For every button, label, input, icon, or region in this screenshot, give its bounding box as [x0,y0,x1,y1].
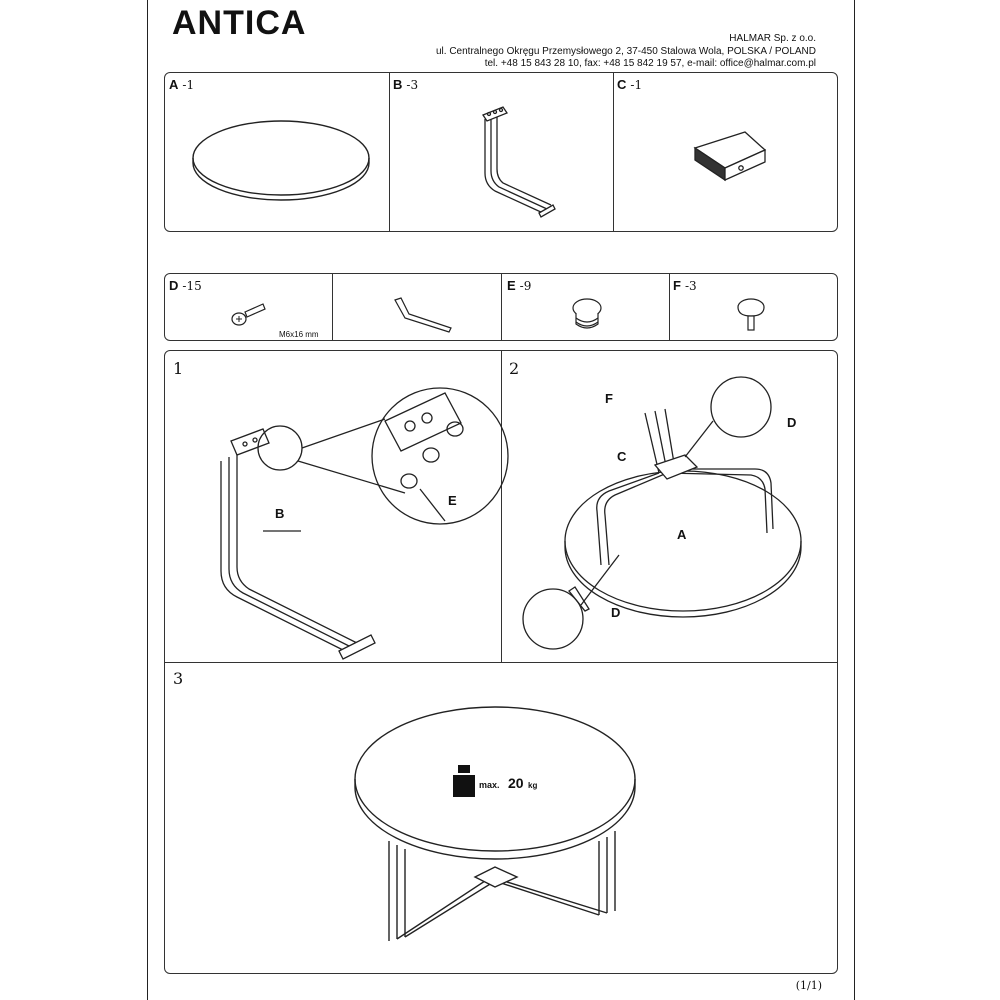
callout-d-top: D [787,415,797,430]
part-a-label: A -1 [169,77,195,92]
divider [501,274,502,340]
divider [669,274,670,340]
divider [501,351,502,662]
product-title: ANTICA [172,4,307,42]
max-load [479,775,537,793]
callout-e: E [448,493,457,508]
company-info [436,33,816,71]
callout-d-bottom: D [611,605,621,620]
cap-plug-illustration [567,296,607,336]
part-e-label: E -9 [507,278,532,293]
divider [389,73,390,231]
callout-b: B [275,506,285,521]
connector-illustration [685,128,775,198]
part-b-label: B -3 [393,77,419,92]
callout-f: F [605,391,613,406]
callout-a: A [677,527,687,542]
table-top-illustration [187,111,377,206]
bolt-size: M6x16 mm [279,330,319,339]
step-1-number: 1 [173,359,184,378]
parts-row-1 [164,72,838,232]
step-1-illustration [205,371,495,651]
step-2-number: 2 [509,359,520,378]
max-label: max. [479,780,500,790]
leg-frame-illustration [465,101,565,221]
company-address: ul. Centralnego Okręgu Przemysłowego 2, 37-450 Stalowa Wola, POLSKA / POLAND [435,45,816,57]
step-3-illustration [345,701,665,961]
max-unit: kg [528,781,538,790]
weight-icon [453,765,475,797]
part-f-label: F -3 [673,278,697,293]
part-d-label: D -15 [169,278,202,293]
company-contact: tel. +48 15 843 28 10, fax: +48 15 842 19 57, e-mail: office@halmar.com.pl [484,58,816,69]
step-2-illustration [515,369,835,659]
parts-row-2 [164,273,838,341]
step-3-number: 3 [173,669,184,688]
allen-key-icon [389,294,459,334]
company-name: HALMAR Sp. z o.o. [729,33,816,44]
divider [613,73,614,231]
page-number: (1/1) [795,979,822,992]
max-value: 20 [507,775,524,791]
callout-c: C [617,449,627,464]
glider-illustration [733,296,769,336]
bolt-illustration [227,300,277,330]
assembly-steps [164,350,838,974]
divider [332,274,333,340]
part-c-label: C -1 [617,77,643,92]
divider [165,662,837,663]
